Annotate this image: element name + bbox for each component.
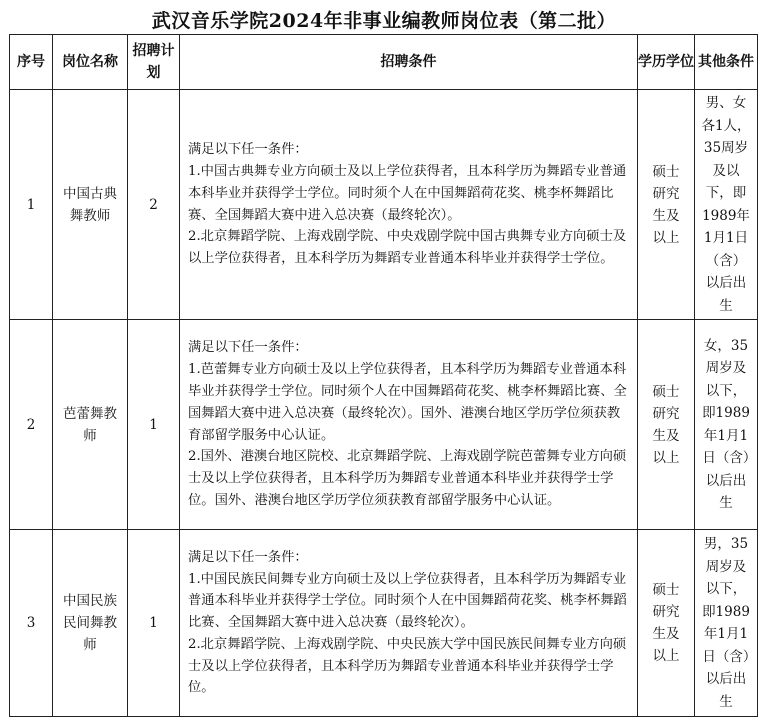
- table-row: [10, 530, 758, 717]
- row-post: 中国古典舞教师: [53, 90, 128, 320]
- row-plan: 1: [128, 320, 180, 530]
- row-degree: 硕士研究生及以上: [638, 530, 695, 717]
- row-degree: 硕士研究生及以上: [638, 90, 695, 320]
- row-post: 芭蕾舞教师: [53, 320, 128, 530]
- row-other: 女，35周岁及以下，即1989年1月1日（含）以后出生: [695, 320, 758, 530]
- header-degree: 学历学位: [638, 35, 695, 90]
- row-conditions: 满足以下任一条件： 1.中国古典舞专业方向硕士及以上学位获得者，且本科学历为舞蹈专业普通本科毕业并获得学士学位。同时须个人在中国舞蹈荷花奖、桃李杯舞蹈比赛、全国舞蹈大赛中进入总决赛（最终轮次）。 2.北京舞蹈学院、上海戏剧学院、中央戏剧学院中国古典舞专业方向硕士及以上学位获得者，且本科学历为舞蹈专业普通本科毕业并获得学士学位。: [180, 90, 638, 320]
- header-plan: 招聘计划: [128, 35, 180, 90]
- header-other: 其他条件: [695, 35, 758, 90]
- table-row: [10, 320, 758, 530]
- table-row: [10, 90, 758, 320]
- row-seq: 1: [10, 90, 53, 320]
- row-other: 男，35周岁及以下，即1989年1月1日（含）以后出生: [695, 530, 758, 717]
- row-plan: 2: [128, 90, 180, 320]
- row-other: 男、女各1人，35周岁及以下，即1989年1月1日（含）以后出生: [695, 90, 758, 320]
- row-post: 中国民族民间舞教师: [53, 530, 128, 717]
- row-plan: 1: [128, 530, 180, 717]
- row-conditions: 满足以下任一条件： 1.芭蕾舞专业方向硕士及以上学位获得者，且本科学历为舞蹈专业普通本科毕业并获得学士学位。同时须个人在中国舞蹈荷花奖、桃李杯舞蹈比赛、全国舞蹈大赛中进入总决赛（最终轮次）。国外、港澳台地区学历学位须获教育部留学服务中心认证。 2.国外、港澳台地区院校、北京舞蹈学院、上海戏剧学院芭蕾舞专业方向硕士及以上学位获得者，且本科学历为舞蹈专业普通本科毕业并获得学士学位。国外、港澳台地区学历学位须获教育部留学服务中心认证。: [180, 320, 638, 530]
- row-degree: 硕士研究生及以上: [638, 320, 695, 530]
- row-seq: 2: [10, 320, 53, 530]
- header-seq: 序号: [10, 35, 53, 90]
- page-title: 武汉音乐学院2024年非事业编教师岗位表（第二批）: [151, 10, 617, 32]
- header-post: 岗位名称: [53, 35, 128, 90]
- table-header-row: [10, 35, 758, 90]
- row-seq: 3: [10, 530, 53, 717]
- header-conditions: 招聘条件: [180, 35, 638, 90]
- job-table: [9, 34, 758, 717]
- row-conditions: 满足以下任一条件： 1.中国民族民间舞专业方向硕士及以上学位获得者，且本科学历为舞蹈专业普通本科毕业并获得学士学位。同时须个人在中国舞蹈荷花奖、桃李杯舞蹈比赛、全国舞蹈大赛中进入总决赛（最终轮次）。 2.北京舞蹈学院、上海戏剧学院、中央民族大学中国民族民间舞专业方向硕士及以上学位获得者，且本科学历为舞蹈专业普通本科毕业并获得学士学位。: [180, 530, 638, 717]
